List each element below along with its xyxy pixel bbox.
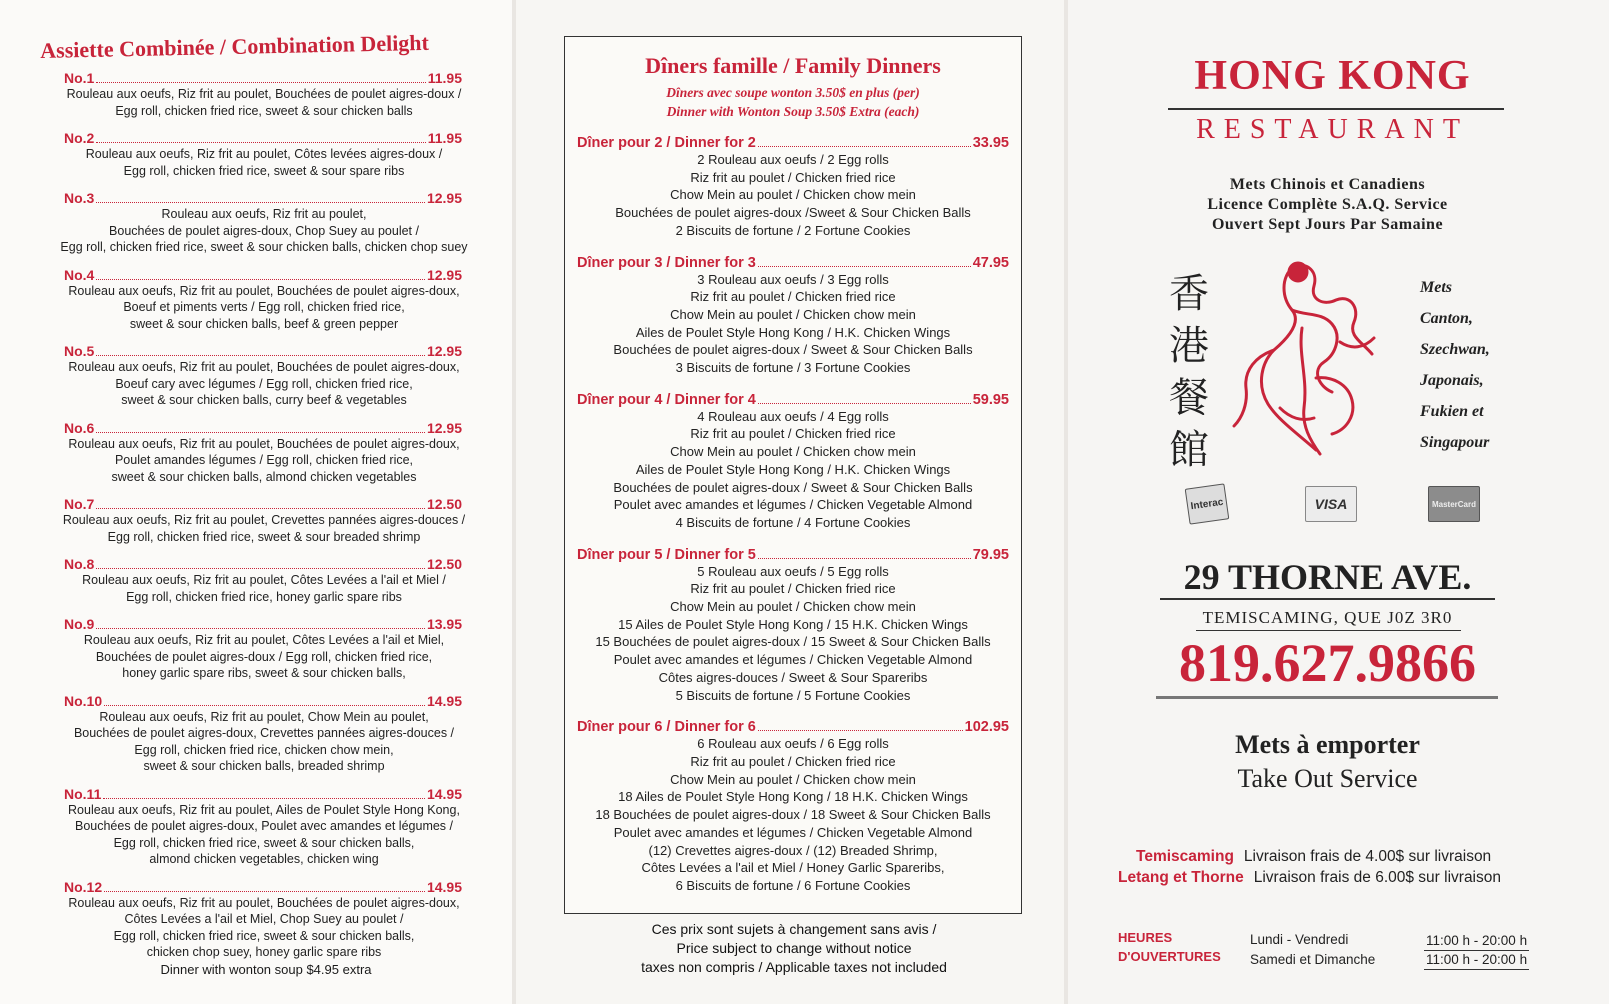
combo-description-line: Rouleau aux oeufs, Riz frit au poulet, Bouchées de poulet aigres-doux, <box>68 360 460 374</box>
dot-leader <box>103 798 425 799</box>
combo-description-line: Egg roll, chicken fried rice, sweet & sour spare ribs <box>123 163 405 178</box>
combo-item <box>38 343 490 409</box>
combo-item <box>38 556 490 605</box>
combo-description-line: sweet & sour chicken balls, curry beef & vegetables <box>121 393 407 407</box>
combo-label: No.8 <box>64 556 95 572</box>
dinner-label: Dîner pour 5 / Dinner for 5 <box>577 546 756 563</box>
combo-description <box>38 895 490 961</box>
combo-item <box>38 70 490 119</box>
combo-description-line: Poulet amandes légumes / Egg roll, chicken fried rice, <box>114 453 414 467</box>
dot-leader <box>96 432 425 433</box>
combo-description-line: honey garlic spare ribs, sweet & sour chicken balls, <box>122 666 406 680</box>
dot-leader <box>96 355 425 356</box>
dot-leader <box>104 705 425 706</box>
dinner-header <box>577 255 1009 271</box>
dot-leader <box>758 558 971 559</box>
cuisine-item: Japonais, <box>1420 372 1484 389</box>
combo-description <box>38 709 490 775</box>
combo-item <box>38 616 490 682</box>
combo-header <box>38 879 490 895</box>
combo-label: No.10 <box>64 692 103 709</box>
dinner-item-line: 5 Rouleau aux oeufs / 5 Egg rolls <box>697 563 889 579</box>
dinner-label: Dîner pour 4 / Dinner for 4 <box>577 391 756 408</box>
dot-leader <box>96 202 425 203</box>
combo-description-line: Boeuf et piments verts / Egg roll, chicken fried rice, <box>123 300 405 314</box>
dinner-item <box>577 719 1009 894</box>
dinner-item-line: 2 Rouleau aux oeufs / 2 Egg rolls <box>697 152 889 167</box>
combination-title: Assiette Combinée / Combination Delight <box>40 29 430 63</box>
dot-leader <box>96 628 425 629</box>
dinner-item-line: Chow Mein au poulet / Chicken chow mein <box>670 599 916 615</box>
combo-header <box>38 130 490 146</box>
combo-description-line: sweet & sour chicken balls, beef & green pepper <box>129 316 399 331</box>
restaurant-subtitle: RESTAURANT <box>1196 114 1469 145</box>
cuisine-item: Fukien et <box>1420 403 1484 420</box>
dinner-items <box>577 408 1009 532</box>
dinner-item-line: 15 Bouchées de poulet aigres-doux / 15 Sweet & Sour Chicken Balls <box>595 634 991 650</box>
combo-description-line: Rouleau aux oeufs, Riz frit au poulet, Ailes de Poulet Style Hong Kong, <box>68 802 460 817</box>
dinner-label: Dîner pour 2 / Dinner for 2 <box>577 135 756 151</box>
tagline: Mets Chinois et Canadiens <box>1229 176 1426 193</box>
visa-logo-icon: VISA <box>1305 486 1357 522</box>
combo-label: No.6 <box>64 419 95 436</box>
combo-description-line: sweet & sour chicken balls, almond chicken vegetables <box>111 469 417 484</box>
city-address: TEMISCAMING, QUE J0Z 3R0 <box>1202 608 1453 627</box>
combo-description-line: Egg roll, chicken fried rice, sweet & sour chicken balls, chicken chop suey <box>60 240 468 254</box>
combo-label: No.2 <box>64 130 95 146</box>
combo-price: 12.95 <box>426 266 462 283</box>
dot-leader <box>758 403 971 404</box>
combo-description-line: Bouchées de poulet aigres-doux, Chop Suey au poulet / <box>109 223 419 238</box>
dinner-item-line: Bouchées de poulet aigres-doux /Sweet & Sour Chicken Balls <box>615 205 971 221</box>
cuisine-item: Szechwan, <box>1420 341 1490 358</box>
combo-label: No.7 <box>64 496 95 512</box>
combo-description <box>38 512 490 545</box>
delivery-fee: Livraison frais de 6.00$ sur livraison <box>1253 869 1501 886</box>
dinner-item-line: 18 Ailes de Poulet Style Hong Kong / 18 H.K. Chicken Wings <box>618 789 968 805</box>
combo-item <box>38 786 490 868</box>
combo-description-line: chicken chop suey, honey garlic spare ribs <box>146 945 382 959</box>
dinner-item-line: Poulet avec amandes et légumes / Chicken Vegetable Almond <box>613 497 973 513</box>
wonton-note-en: Dinner with Wonton Soup 3.50$ Extra (each) <box>666 104 920 119</box>
combo-header <box>38 496 490 512</box>
hours-label-line: HEURES <box>1118 930 1173 945</box>
combo-description-line: Côtes Levées a l'ail et Miel, Chop Suey au poulet / <box>124 912 404 926</box>
dinner-item-line: 6 Rouleau aux oeufs / 6 Egg rolls <box>697 736 889 752</box>
combo-description-line: Rouleau aux oeufs, Riz frit au poulet, <box>161 207 367 221</box>
combo-description-line: Bouchées de poulet aigres-doux / Egg roll, chicken fried rice, <box>95 649 433 664</box>
chinese-char: 港 <box>1169 323 1209 369</box>
combo-description-line: Egg roll, chicken fried rice, sweet & sour chicken balls <box>115 103 413 118</box>
delivery-fee: Livraison frais de 4.00$ sur livraison <box>1243 848 1492 865</box>
dinner-item-line: Riz frit au poulet / Chicken fried rice <box>690 169 896 185</box>
combo-description-line: Rouleau aux oeufs, Riz frit au poulet, Crevettes pannées aigres-douces / <box>62 513 466 527</box>
chinese-char: 香 <box>1169 271 1209 317</box>
combo-description-line: Egg roll, chicken fried rice, sweet & sour breaded shrimp <box>107 529 421 544</box>
combo-price: 14.95 <box>426 878 462 895</box>
dinner-item-line: Riz frit au poulet / Chicken fried rice <box>690 426 896 442</box>
combo-header <box>38 616 490 632</box>
mastercard-logo-icon: MasterCard <box>1428 486 1480 522</box>
combo-price: 14.95 <box>426 785 462 802</box>
combo-label: No.9 <box>64 616 95 632</box>
combo-description <box>38 206 490 256</box>
dinner-header <box>577 392 1009 408</box>
dot-leader <box>96 142 425 143</box>
dinner-item-line: 4 Biscuits de fortune / 4 Fortune Cookies <box>675 514 911 530</box>
dinner-item-line: Riz frit au poulet / Chicken fried rice <box>690 581 896 597</box>
dinner-item-line: Bouchées de poulet aigres-doux / Sweet & Sour Chicken Balls <box>613 342 973 358</box>
chinese-char: 餐 <box>1169 375 1209 421</box>
dinner-header <box>577 719 1009 735</box>
combo-description <box>38 436 490 486</box>
dinner-items <box>577 271 1009 377</box>
price-notice-line: Price subject to change without notice <box>676 940 912 956</box>
combo-price: 11.95 <box>427 130 462 146</box>
combo-description-line: Rouleau aux oeufs, Riz frit au poulet, Chow Mein au poulet, <box>99 709 429 724</box>
dinner-item-line: Chow Mein au poulet / Chicken chow mein <box>670 444 916 460</box>
interac-logo-icon: Interac <box>1185 483 1230 524</box>
dinner-item-line: Chow Mein au poulet / Chicken chow mein <box>670 771 916 787</box>
dot-leader <box>104 891 425 892</box>
dinner-item-line: Poulet avec amandes et légumes / Chicken Vegetable Almond <box>613 652 973 668</box>
combo-description-line: Egg roll, chicken fried rice, chicken chow mein, <box>134 742 394 757</box>
combo-description <box>38 802 490 868</box>
combo-description-line: Bouchées de poulet aigres-doux, Crevettes pannées aigres-douces / <box>73 726 455 740</box>
hours-time: 11:00 h - 20:00 h <box>1424 951 1529 970</box>
hours-day: Lundi - Vendredi <box>1250 932 1349 947</box>
dot-leader <box>758 146 971 147</box>
chinese-name <box>1164 268 1214 476</box>
dinner-price: 79.95 <box>972 546 1009 563</box>
hours-label <box>1118 928 1221 966</box>
street-address: 29 THORNE AVE. <box>1183 557 1472 597</box>
dinner-list <box>577 135 1009 910</box>
dot-leader <box>96 279 425 280</box>
combo-description-line: Egg roll, chicken fried rice, sweet & sour chicken balls, <box>113 835 415 850</box>
tagline: Ouvert Sept Jours Par Samaine <box>1211 216 1444 233</box>
combo-description-line: Rouleau aux oeufs, Riz frit au poulet, Bouchées de poulet aigres-doux, <box>68 283 460 298</box>
combo-label: No.11 <box>64 785 102 802</box>
chinese-char: 館 <box>1169 427 1209 473</box>
phone-number: 819.627.9866 <box>1179 633 1476 693</box>
dinner-item-line: 2 Biscuits de fortune / 2 Fortune Cookies <box>675 222 911 238</box>
dinner-item-line: Ailes de Poulet Style Hong Kong / H.K. Chicken Wings <box>635 461 951 477</box>
dancer-illustration-icon <box>1232 258 1382 458</box>
dinner-item-line: Côtes aigres-douces / Sweet & Sour Spareribs <box>658 669 928 685</box>
dot-leader <box>96 82 425 83</box>
dinner-item <box>577 255 1009 377</box>
divider <box>1156 696 1498 699</box>
combo-item <box>38 420 490 486</box>
dinner-items <box>577 563 1009 705</box>
dinner-item-line: (12) Crevettes aigres-doux / (12) Breaded Shrimp, <box>648 842 938 858</box>
combo-price: 11.95 <box>427 70 462 86</box>
cuisine-item: Mets <box>1420 279 1452 296</box>
combo-label: No.12 <box>64 878 103 895</box>
dot-leader <box>758 730 963 731</box>
combo-description <box>38 359 490 409</box>
combo-description-line: Rouleau aux oeufs, Riz frit au poulet, Bouchées de poulet aigres-doux, <box>68 895 460 910</box>
price-notice <box>564 920 1024 977</box>
dinner-item-line: 3 Rouleau aux oeufs / 3 Egg rolls <box>697 271 889 287</box>
dinner-item-line: 6 Biscuits de fortune / 6 Fortune Cookies <box>675 877 911 893</box>
dinner-header <box>577 135 1009 151</box>
dinner-item-line: Riz frit au poulet / Chicken fried rice <box>690 753 896 769</box>
combo-header <box>38 786 490 802</box>
dinner-label: Dîner pour 6 / Dinner for 6 <box>577 719 756 736</box>
combo-price: 14.95 <box>426 692 462 709</box>
combo-header <box>38 267 490 283</box>
combo-header <box>38 693 490 709</box>
combo-label: No.1 <box>64 70 95 86</box>
dinner-header <box>577 547 1009 563</box>
combo-price: 12.95 <box>426 419 462 436</box>
combo-item <box>38 267 490 333</box>
dinner-price: 33.95 <box>972 135 1009 151</box>
dinner-item-line: Bouchées de poulet aigres-doux / Sweet & Sour Chicken Balls <box>613 479 973 495</box>
combo-description <box>38 86 490 119</box>
divider <box>1196 630 1461 631</box>
restaurant-name: HONG KONG <box>1194 53 1471 99</box>
delivery-place: Temiscaming <box>1136 848 1234 865</box>
combo-description <box>38 632 490 682</box>
tagline: Licence Complète S.A.Q. Service <box>1207 196 1448 213</box>
combo-label: No.3 <box>64 190 95 206</box>
combo-item <box>38 879 490 961</box>
dot-leader <box>758 266 971 267</box>
price-notice-line: Ces prix sont sujets à changement sans avis / <box>651 921 937 937</box>
family-dinners-title: Dîners famille / Family Dinners <box>645 53 941 78</box>
combo-description-line: Rouleau aux oeufs, Riz frit au poulet, Bouchées de poulet aigres-doux, <box>68 436 460 451</box>
combo-header <box>38 343 490 359</box>
dot-leader <box>96 508 425 509</box>
takeout-fr: Mets à emporter <box>1235 730 1420 759</box>
delivery-row <box>1136 848 1491 866</box>
price-notice-line: taxes non compris / Applicable taxes not included <box>641 959 947 975</box>
hours-label-line: D'OUVERTURES <box>1118 949 1221 964</box>
combo-label: No.4 <box>64 266 95 283</box>
dinner-item-line: 18 Bouchées de poulet aigres-doux / 18 Sweet & Sour Chicken Balls <box>595 807 991 823</box>
combo-description <box>38 572 490 605</box>
combo-description-line: Rouleau aux oeufs, Riz frit au poulet, Côtes Levées a l'ail et Miel, <box>83 633 445 647</box>
dinner-item <box>577 392 1009 532</box>
combo-description-line: Boeuf cary avec légumes / Egg roll, chicken fried rice, <box>115 376 413 391</box>
dot-leader <box>96 568 425 569</box>
dinner-item-line: 3 Biscuits de fortune / 3 Fortune Cookies <box>675 360 911 376</box>
combo-price: 12.50 <box>426 496 462 512</box>
combo-header <box>38 70 490 86</box>
cuisine-item: Canton, <box>1420 310 1473 327</box>
combo-price: 12.95 <box>426 343 462 359</box>
hours-days <box>1250 930 1375 970</box>
divider <box>1160 598 1495 600</box>
combo-header <box>38 556 490 572</box>
dinner-item-line: 5 Biscuits de fortune / 5 Fortune Cookies <box>675 687 911 703</box>
dinner-item-line: Ailes de Poulet Style Hong Kong / H.K. Chicken Wings <box>635 324 951 340</box>
dinner-items <box>577 151 1009 240</box>
combo-description <box>38 283 490 333</box>
hours-day: Samedi et Dimanche <box>1250 952 1376 967</box>
combo-header <box>38 190 490 206</box>
takeout-en: Take Out Service <box>1237 764 1418 793</box>
hours-times <box>1424 932 1529 970</box>
combo-item <box>38 130 490 179</box>
combo-price: 13.95 <box>426 616 462 632</box>
combo-item <box>38 190 490 256</box>
family-dinners-box <box>564 36 1022 914</box>
combination-list <box>38 70 490 972</box>
dinner-item <box>577 135 1009 240</box>
combo-description-line: sweet & sour chicken balls, breaded shrimp <box>143 759 385 773</box>
dinner-item-line: Chow Mein au poulet / Chicken chow mein <box>670 306 916 322</box>
combo-price: 12.50 <box>426 556 462 572</box>
dinner-item-line: 4 Rouleau aux oeufs / 4 Egg rolls <box>697 408 889 424</box>
delivery-place: Letang et Thorne <box>1118 869 1244 886</box>
combination-footer: Dinner with wonton soup $4.95 extra <box>160 962 372 977</box>
dinner-price: 59.95 <box>972 391 1009 408</box>
dinner-item-line: Côtes Levées a l'ail et Miel / Honey Garlic Spareribs, <box>641 860 945 876</box>
combo-header <box>38 420 490 436</box>
combo-item <box>38 496 490 545</box>
cuisine-item: Singapour <box>1420 434 1490 451</box>
combo-description-line: Rouleau aux oeufs, Riz frit au poulet, Bouchées de poulet aigres-doux / <box>66 87 462 101</box>
combo-description-line: Egg roll, chicken fried rice, sweet & sour chicken balls, <box>113 928 415 943</box>
combo-description-line: Egg roll, chicken fried rice, honey garlic spare ribs <box>126 589 402 604</box>
combo-price: 12.95 <box>426 190 462 206</box>
dinner-item-line: Chow Mein au poulet / Chicken chow mein <box>670 187 916 203</box>
dinner-item-line: Poulet avec amandes et légumes / Chicken Vegetable Almond <box>613 824 973 840</box>
divider <box>1168 108 1504 110</box>
dinner-item-line: Riz frit au poulet / Chicken fried rice <box>690 289 896 305</box>
delivery-row <box>1118 869 1501 887</box>
hours-time: 11:00 h - 20:00 h <box>1424 932 1529 951</box>
dinner-label: Dîner pour 3 / Dinner for 3 <box>577 254 756 271</box>
combo-description-line: almond chicken vegetables, chicken wing <box>149 852 379 866</box>
combo-description-line: Rouleau aux oeufs, Riz frit au poulet, Côtes Levées a l'ail et Miel / <box>82 573 446 587</box>
cuisine-list <box>1420 272 1530 458</box>
combo-description <box>38 146 490 179</box>
dinner-item-line: 15 Ailes de Poulet Style Hong Kong / 15 H.K. Chicken Wings <box>618 616 968 632</box>
combo-label: No.5 <box>64 343 95 359</box>
wonton-note-fr: Dîners avec soupe wonton 3.50$ en plus (per) <box>666 85 920 100</box>
combo-item <box>38 693 490 775</box>
combo-description-line: Bouchées de poulet aigres-doux, Poulet avec amandes et légumes / <box>74 819 453 833</box>
dinner-items <box>577 735 1009 894</box>
dinner-item <box>577 547 1009 705</box>
dinner-price: 47.95 <box>972 254 1009 271</box>
dinner-price: 102.95 <box>964 719 1009 736</box>
combo-description-line: Rouleau aux oeufs, Riz frit au poulet, Côtes levées aigres-doux / <box>85 147 443 161</box>
